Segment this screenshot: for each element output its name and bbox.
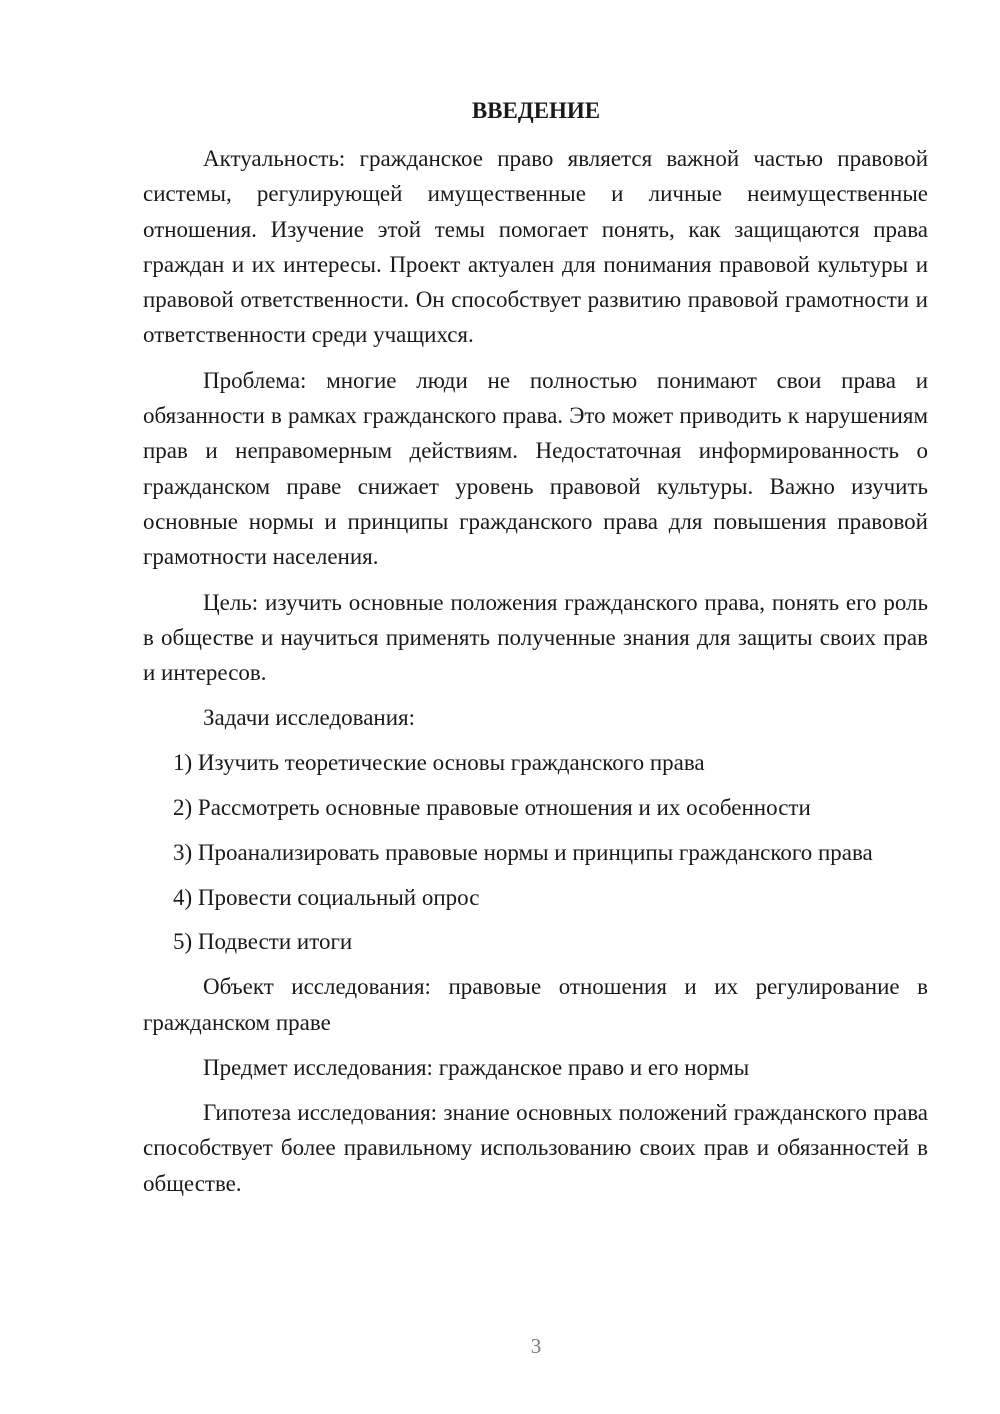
object-paragraph: Объект исследования: правовые отношения и их регулирование в гражданском праве [143,974,928,1035]
relevance-paragraph: Актуальность: гражданское право является важной частью правовой системы, регулирующей имущественные и личные неимущественные отношения. Изучение этой темы помогает понять, как защищаются права граждан и их интересы. Проект актуален для понимания правовой культуры и правовой ответственности. Он способствует развитию правовой грамотности и ответственности среди учащихся. [143,146,928,348]
page-title: ВВЕДЕНИЕ [471,98,601,123]
page-number: 3 [530,1334,542,1358]
hypothesis-paragraph: Гипотеза исследования: знание основных положений гражданского права способствует более правильному использованию своих прав и обязанностей в обществе. [143,1100,928,1196]
tasks-title: Задачи исследования: [203,705,416,731]
task-item-1: 1) Изучить теоретические основы гражданского права [173,750,705,776]
document-body [143,141,928,1211]
task-item-2: 2) Рассмотреть основные правовые отношения и их особенности [173,795,811,821]
task-item-3: 3) Проанализировать правовые нормы и принципы гражданского права [173,839,873,865]
goal-paragraph: Цель: изучить основные положения гражданского права, понять его роль в обществе и научиться применять полученные знания для защиты своих прав и интересов. [143,589,928,686]
task-item-4: 4) Провести социальный опрос [173,884,480,910]
task-item-5: 5) Подвести итоги [173,929,353,955]
subject-paragraph: Предмет исследования: гражданское право и его нормы [203,1054,750,1080]
problem-paragraph: Проблема: многие люди не полностью понимают свои права и обязанности в рамках гражданского права. Это может приводить к нарушениям прав и неправомерным действиям. Недостаточная информированность о гражданском праве снижает уровень правовой культуры. Важно изучить основные нормы и принципы гражданского права для повышения правовой грамотности населения. [143,367,928,570]
